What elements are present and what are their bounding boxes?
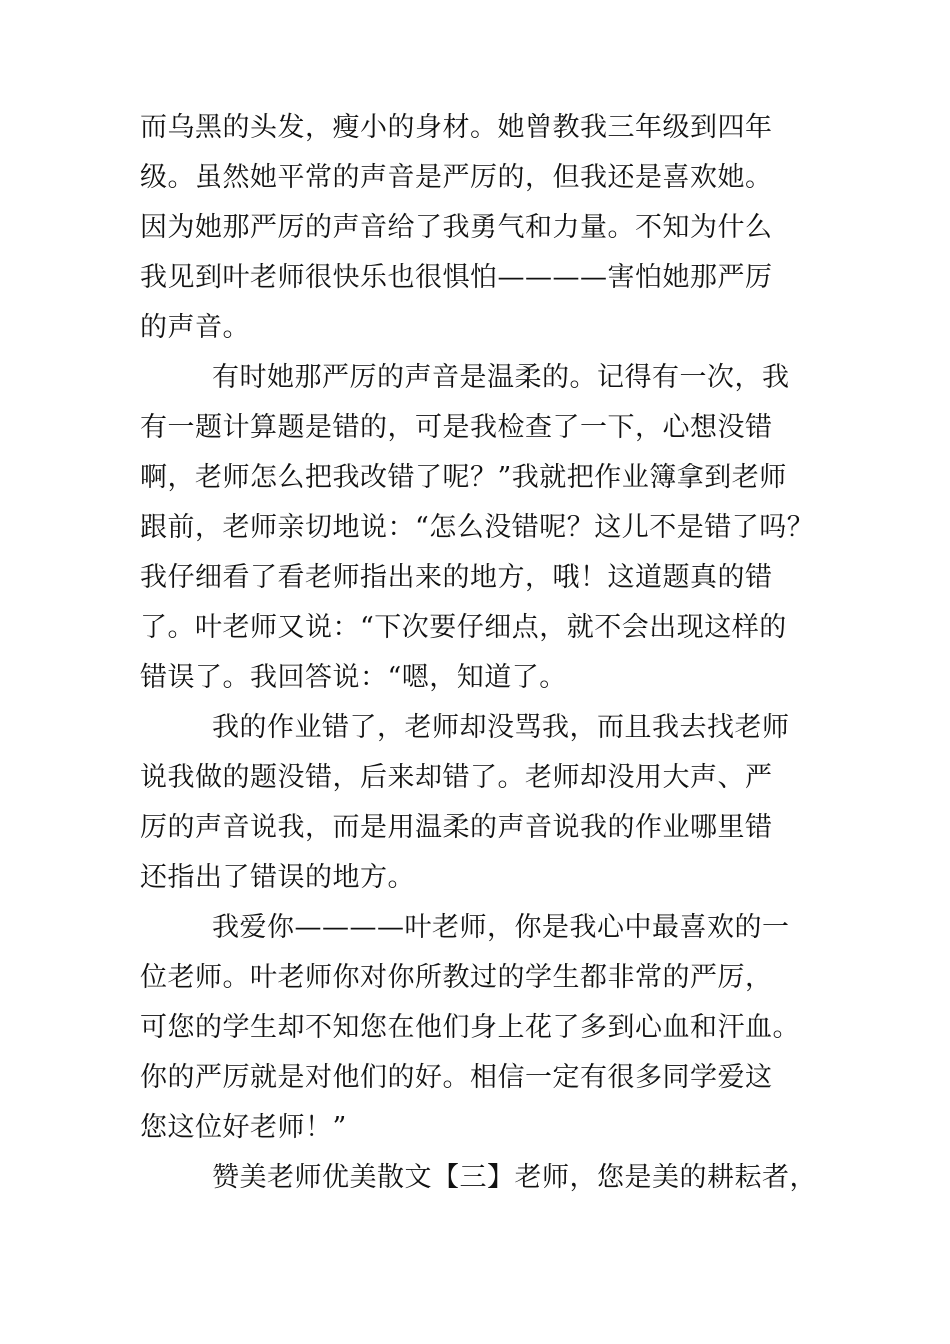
paragraph-start-line: 我的作业错了，老师却没骂我，而且我去找老师 (212, 712, 790, 743)
text-line: 跟前，老师亲切地说：“怎么没错呢？这儿不是错了吗？ (140, 512, 815, 543)
text-line: 还指出了错误的地方。 (140, 862, 415, 893)
text-line: 级。虽然她平常的声音是严厉的，但我还是喜欢她。 (140, 162, 773, 193)
text-line: 你的严厉就是对他们的好。相信一定有很多同学爱这 (140, 1062, 773, 1093)
text-line: 而乌黑的头发，瘦小的身材。她曾教我三年级到四年 (140, 112, 773, 143)
text-line: 我仔细看了看老师指出来的地方，哦！这道题真的错 (140, 562, 773, 593)
text-line: 厉的声音说我，而是用温柔的声音说我的作业哪里错 (140, 812, 773, 843)
text-line: 我见到叶老师很快乐也很惧怕————害怕她那严厉 (140, 262, 773, 293)
text-line: 了。叶老师又说：“下次要仔细点，就不会出现这样的 (140, 612, 787, 643)
paragraph-start-line: 有时她那严厉的声音是温柔的。记得有一次，我 (212, 362, 790, 393)
paragraph-start-line: 我爱你————叶老师，你是我心中最喜欢的一 (212, 912, 790, 943)
text-line: 因为她那严厉的声音给了我勇气和力量。不知为什么 (140, 212, 773, 243)
text-line: 说我做的题没错，后来却错了。老师却没用大声、严 (140, 762, 773, 793)
text-line: 有一题计算题是错的，可是我检查了一下，心想没错 (140, 412, 773, 443)
text-line: 您这位好老师！” (140, 1112, 347, 1143)
text-line: 位老师。叶老师你对你所教过的学生都非常的严厉， (140, 962, 773, 993)
text-line: 啊，老师怎么把我改错了呢？”我就把作业簿拿到老师 (140, 462, 787, 493)
text-line: 错误了。我回答说：“嗯，知道了。 (140, 662, 567, 693)
paragraph-start-line: 赞美老师优美散文【三】老师，您是美的耕耘者， (212, 1162, 817, 1193)
text-line: 可您的学生却不知您在他们身上花了多到心血和汗血。 (140, 1012, 800, 1043)
text-line: 的声音。 (140, 312, 250, 343)
